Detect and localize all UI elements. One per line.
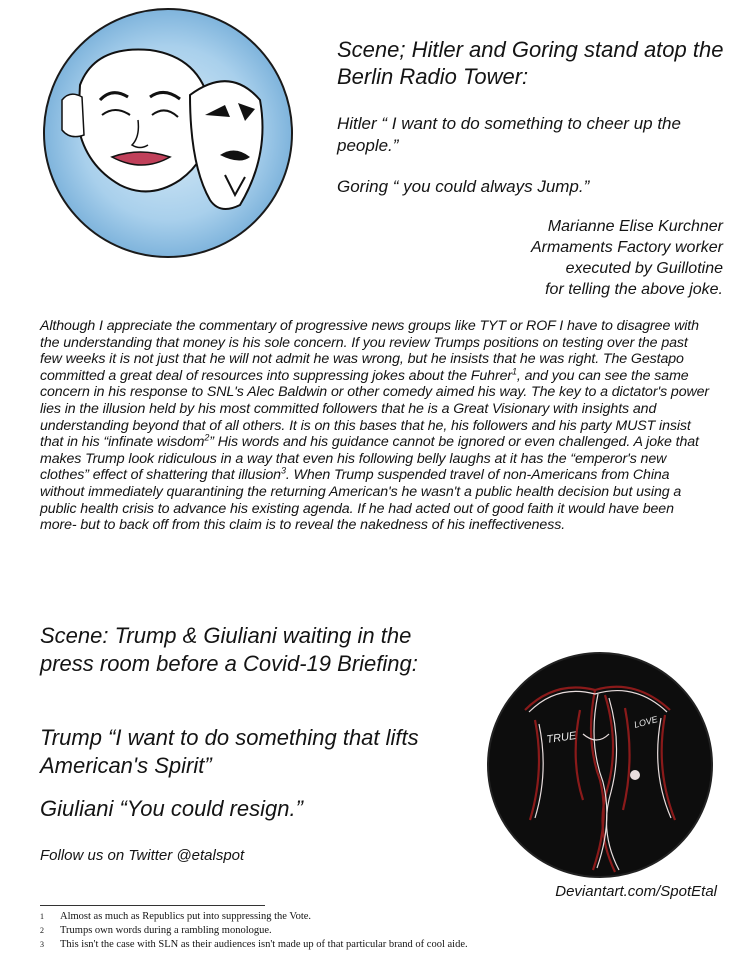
essay-paragraph: [40, 318, 712, 534]
footnote-number: 1: [40, 912, 44, 921]
footnotes: [40, 910, 720, 952]
essay-text-part: , and you can see the same concern in his response to SNL's Alec Baldwin or other comedy aimed his way. The key to a dictator's power lies in the illusion held by his most committed followers that he is a Great Visionary with insights and understanding beyond that of all others. It is on this bases that he, his followers and his party MUST insist that in his “infinate wisdom: [40, 367, 710, 451]
scene-one-title: Scene; Hitler and Goring stand atop the Berlin Radio Tower:: [337, 37, 724, 89]
footnote: [40, 924, 720, 938]
footnote-ref: 2: [204, 432, 210, 443]
goring-quote: Goring “ you could always Jump.”: [337, 177, 590, 196]
love-label: LOVE: [632, 714, 659, 730]
essay-text-part: ” His words and his guidance cannot be ignored or even challenged. A joke that makes Trump look ridiculous in a way that even his following belly laughs at it has the “emperor's new clothes” effect of shattering that illusion: [40, 434, 699, 484]
essay-text-part: . When Trump suspended travel of non-Americans from China without immediately quarantining the returning American's he wasn't a public health decision but using a public health crisis to advance his existing agenda. If he had acted out of good faith it would have been more- but to back off from this claim is to reveal the nakedness of his ineffectiveness.: [40, 467, 682, 534]
true-label: TRUE: [545, 729, 578, 746]
twitter-handle: Follow us on Twitter @etalspot: [40, 847, 245, 864]
footnote-text: This isn't the case with SLN as their audiences isn't made up of that particular brand of cool aide.: [60, 939, 468, 950]
attribution-line: executed by Guillotine: [565, 260, 723, 277]
deviantart-link: Deviantart.com/SpotEtal: [555, 883, 717, 900]
footnote-ref: 1: [511, 366, 517, 377]
footnote-ref: 3: [280, 465, 286, 476]
giuliani-quote: Giuliani “You could resign.”: [40, 796, 303, 821]
hitler-quote: Hitler “ I want to do something to cheer up the people.”: [337, 114, 681, 155]
attribution-line: Armaments Factory worker: [530, 239, 723, 256]
trump-quote: Trump “I want to do something that lifts American's Spirit”: [40, 725, 419, 778]
footnote-number: 3: [40, 940, 44, 949]
attribution-line: for telling the above joke.: [545, 281, 723, 298]
footnote-divider: [40, 905, 265, 906]
attribution-line: Marianne Elise Kurchner: [547, 218, 723, 235]
footnote: [40, 938, 720, 952]
footnote: [40, 910, 720, 924]
footnote-text: Trumps own words during a rambling monologue.: [60, 925, 272, 936]
masks-moon-illustration: [40, 5, 296, 261]
scene-two-title: Scene: Trump & Giuliani waiting in the press room before a Covid-19 Briefing:: [40, 623, 418, 676]
essay-text-part: Although I appreciate the commentary of progressive news groups like TYT or ROF I have to disagree with the understanding that money is his sole concern. If you review Trumps positions on testing over the past few weeks it is not just that he will not admit he was wrong, but he insists that he was right. The Gestapo committed a great deal of resources into suppressing jokes about the Fuhrer: [40, 318, 699, 384]
footnote-text: Almost as much as Republics put into suppressing the Vote.: [60, 911, 312, 922]
attribution: [393, 216, 723, 300]
true-love-illustration: [485, 650, 715, 880]
footnote-number: 2: [40, 926, 44, 935]
